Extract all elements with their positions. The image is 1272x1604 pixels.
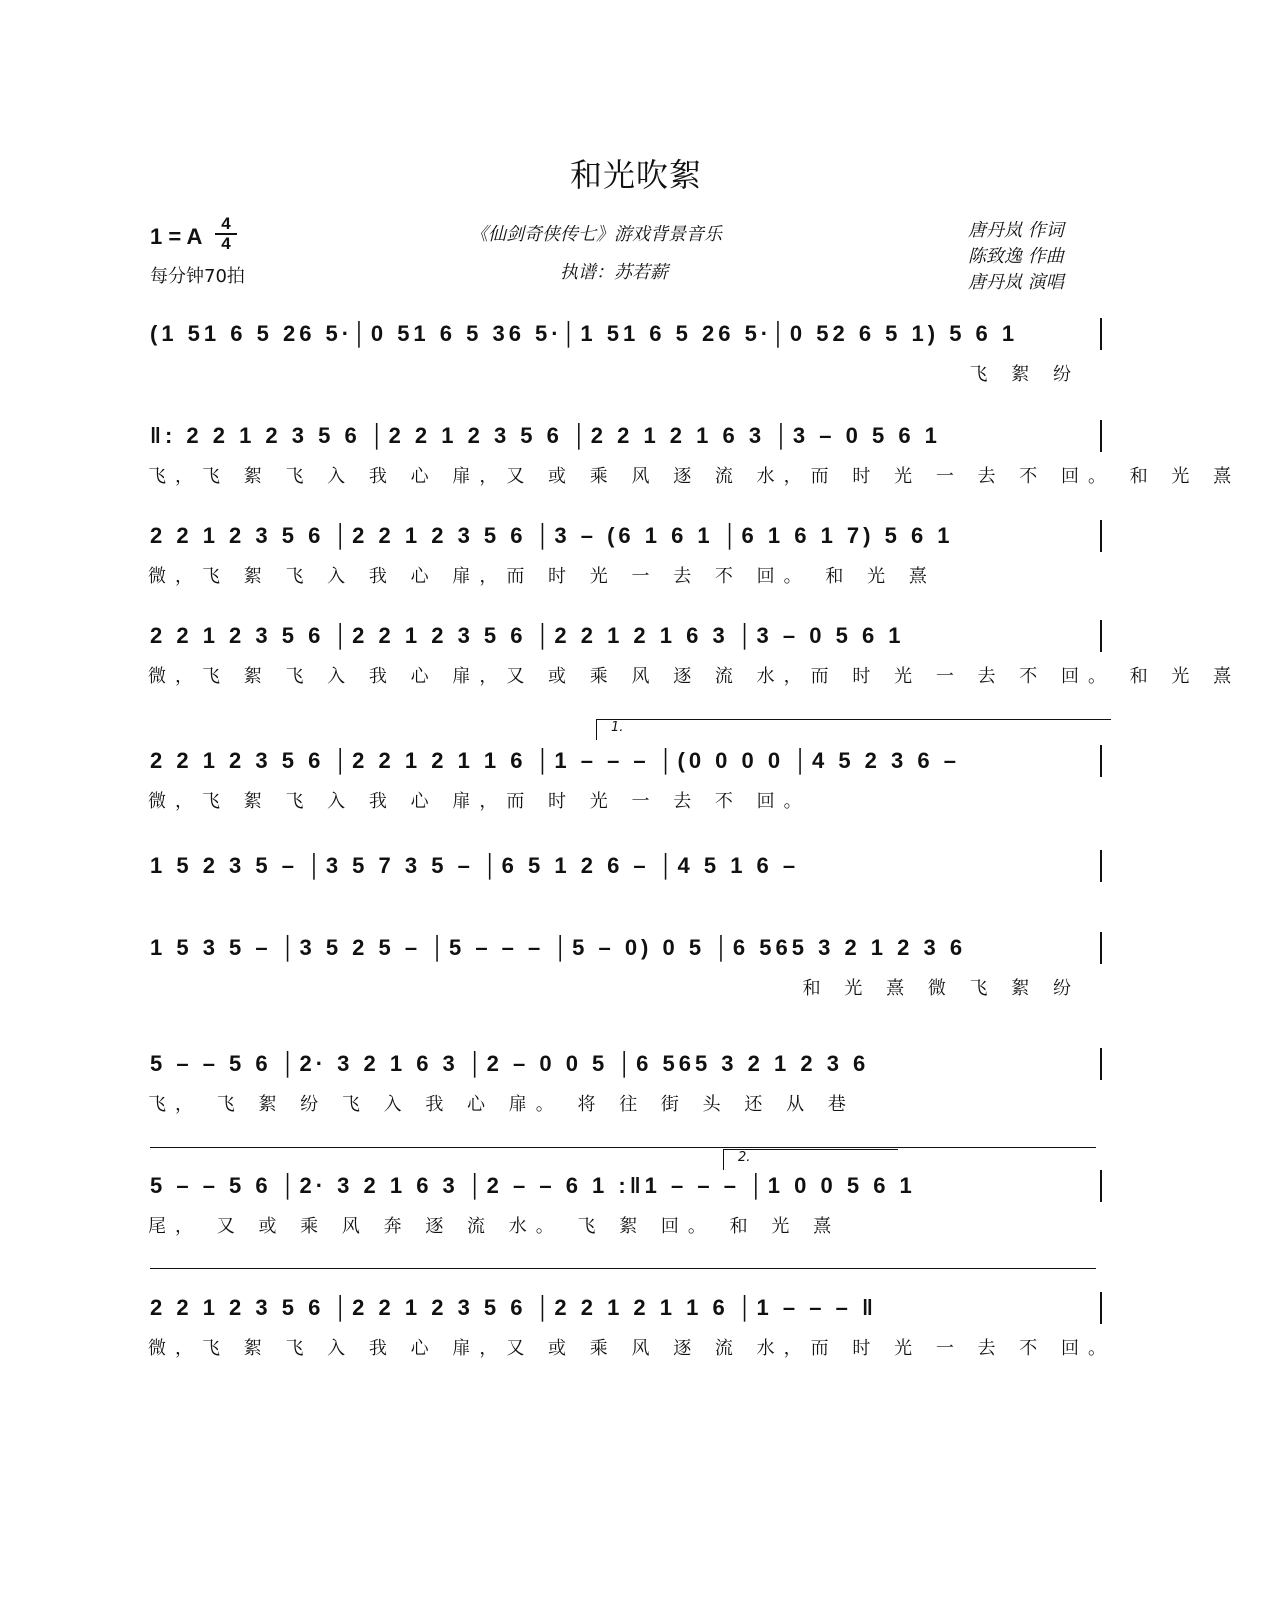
score-row-1 xyxy=(146,318,1102,384)
credit-lyricist: 唐丹岚 作词 xyxy=(968,220,1064,241)
lyrics-line: 飞，飞 絮 飞 入 我 心 扉，又 或 乘 风 逐 流 水，而 时 光 一 去 不 回。 和 光 熹 xyxy=(148,466,1241,487)
notation-line: 1 5 2 3 5 – │3 5 7 3 5 – │6 5 1 2 6 – │4 5 1 6 – xyxy=(146,850,1102,882)
notation-line: 2 2 1 2 3 5 6 │2 2 1 2 3 5 6 │2 2 1 2 1 1 6 │1 – – – ‖ xyxy=(146,1292,1102,1324)
notation-line: 5 – – 5 6 │2· 3 2 1 6 3 │2 – 0 0 5 │6 565 3 2 1 2 3 6 xyxy=(146,1048,1102,1080)
lyrics-line: 微，飞 絮 飞 入 我 心 扉，而 时 光 一 去 不 回。 和 光 熹 xyxy=(148,566,936,587)
lyrics-line: 尾， 又 或 乘 风 奔 逐 流 水。 飞 絮 回。 和 光 熹 xyxy=(148,1216,841,1237)
score-row-4 xyxy=(146,620,1241,687)
page-title: 和光吹絮 xyxy=(569,156,702,194)
lyrics-line xyxy=(146,892,1102,916)
notation-line: ‖: 2 2 1 2 3 5 6 │2 2 1 2 3 5 6 │2 2 1 2 1 6 3 │3 – 0 5 6 1 xyxy=(146,420,1102,452)
score-row-7 xyxy=(146,932,1102,998)
notation-line: 2 2 1 2 3 5 6 │2 2 1 2 3 5 6 │2 2 1 2 1 6 3 │3 – 0 5 6 1 xyxy=(146,620,1102,652)
score-row-3 xyxy=(146,520,1102,586)
notation-line: 5 – – 5 6 │2· 3 2 1 6 3 │2 – – 6 1 :‖1 – – – │1 0 0 5 6 1 xyxy=(146,1170,1102,1202)
notation-line: 2 2 1 2 3 5 6 │2 2 1 2 1 1 6 │1 – – – │(0 0 0 0 │4 5 2 3 6 – xyxy=(146,745,1102,777)
score-row-10 xyxy=(146,1292,1115,1359)
time-signature xyxy=(215,216,237,252)
volta-1: 1. xyxy=(596,719,1111,740)
tempo: 每分钟70拍 xyxy=(150,266,245,287)
score-row-6 xyxy=(146,850,1102,916)
lyrics-line: 微，飞 絮 飞 入 我 心 扉，又 或 乘 风 逐 流 水，而 时 光 一 去 不 回。 和 光 熹 xyxy=(148,666,1241,687)
credit-composer: 陈致逸 作曲 xyxy=(968,246,1064,267)
time-signature-top: 4 xyxy=(221,214,231,233)
score-row-2 xyxy=(146,420,1241,487)
lyrics-line: 飞 絮 纷 xyxy=(969,364,1080,385)
notation-line: 1 5 3 5 – │3 5 2 5 – │5 – – – │5 – 0) 0 5 │6 565 3 2 1 2 3 6 xyxy=(146,932,1102,964)
system-line xyxy=(150,1147,1096,1148)
score-row-9 xyxy=(146,1170,1102,1236)
system-line xyxy=(150,1268,1096,1269)
score-row-8 xyxy=(146,1048,1102,1114)
volta-2: 2. xyxy=(723,1149,898,1170)
score-row-5 xyxy=(146,745,1102,811)
source-note: 《仙剑奇侠传七》游戏背景音乐 xyxy=(470,224,722,245)
credit-singer: 唐丹岚 演唱 xyxy=(968,272,1064,293)
lyrics-line: 微，飞 絮 飞 入 我 心 扉，而 时 光 一 去 不 回。 xyxy=(148,791,811,812)
credits xyxy=(968,218,1064,296)
transcriber: 执谱：苏若薪 xyxy=(560,262,668,283)
lyrics-line: 微，飞 絮 飞 入 我 心 扉，又 或 乘 风 逐 流 水，而 时 光 一 去 不 回。 xyxy=(148,1338,1115,1359)
notation-line: 2 2 1 2 3 5 6 │2 2 1 2 3 5 6 │3 – (6 1 6 1 │6 1 6 1 7) 5 6 1 xyxy=(146,520,1102,552)
key-signature: 1 = A xyxy=(150,224,203,249)
time-signature-bottom: 4 xyxy=(221,234,231,253)
notation-line: (1 51 6 5 26 5·│0 51 6 5 36 5·│1 51 6 5 26 5·│0 52 6 5 1) 5 6 1 xyxy=(146,318,1102,350)
lyrics-line: 飞， 飞 絮 纷 飞 入 我 心 扉。 将 往 街 头 还 从 巷 xyxy=(148,1094,855,1115)
lyrics-line: 和 光 熹 微 飞 絮 纷 xyxy=(802,978,1080,999)
